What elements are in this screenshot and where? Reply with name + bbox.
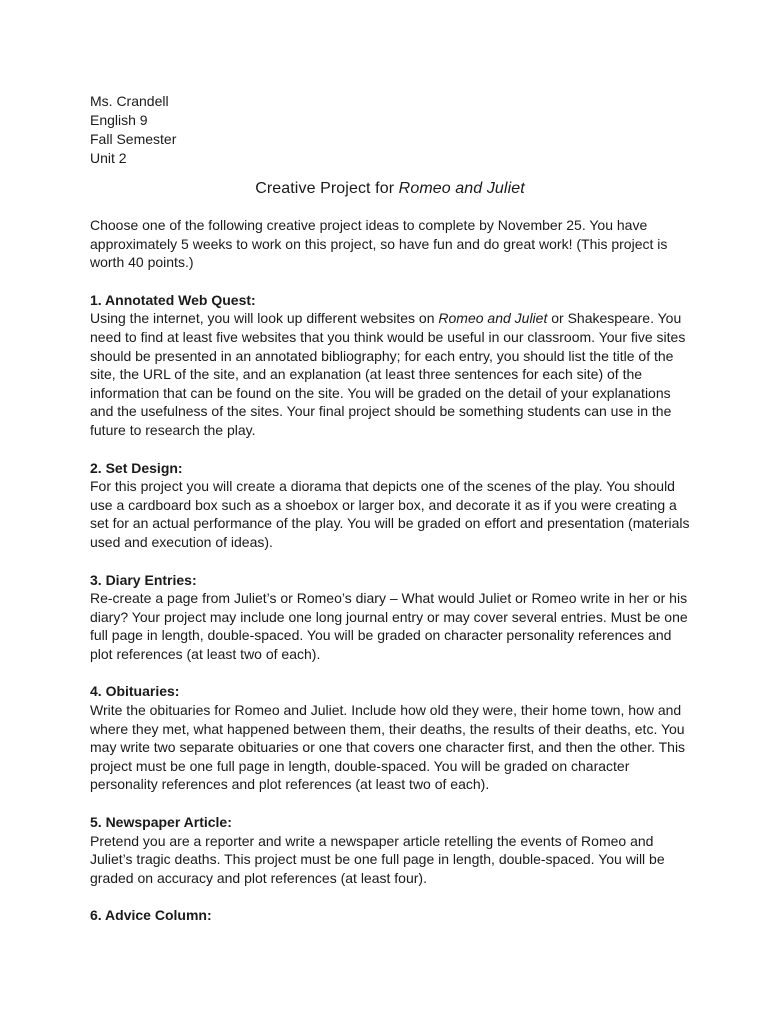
course-name: English 9 bbox=[90, 112, 148, 128]
document-title bbox=[90, 178, 690, 200]
section-heading: 6. Advice Column: bbox=[90, 907, 212, 924]
unit: Unit 2 bbox=[90, 150, 127, 166]
section-heading: 5. Newspaper Article: bbox=[90, 814, 232, 831]
section-set-design bbox=[90, 459, 690, 552]
body-text-post: or Shakespeare. You need to find at least five websites that you think would be useful in our classroom. Your five sites should be presented in an annotated bibliography; for each entry, you should list the title of the site, the URL of the site, and an explanation (at least three sentences for each site) of the information that can be found on the site. You will be graded on the detail of your explanations and the usefulness of the sites. Your final project should be something students can use in the future to research the play. bbox=[90, 310, 686, 438]
section-obituaries bbox=[90, 682, 690, 794]
semester: Fall Semester bbox=[90, 131, 177, 147]
section-body: For this project you will create a diorama that depicts one of the scenes of the play. You should use a cardboard box such as a shoebox or larger box, and decorate it as if you were creating a set for an actual performance of the play. You will be graded on effort and presentation (materials used and execution of ideas). bbox=[90, 478, 690, 550]
body-text-italic: Romeo and Juliet bbox=[438, 310, 548, 327]
document-page bbox=[90, 92, 690, 925]
intro-paragraph: Choose one of the following creative project ideas to complete by November 25. You have approximately 5 weeks to work on this project, so have fun and do great work! (This project is worth 40 points.) bbox=[90, 217, 668, 271]
document-header bbox=[90, 92, 690, 168]
section-diary-entries bbox=[90, 571, 690, 664]
title-prefix: Creative Project for bbox=[255, 180, 399, 197]
section-newspaper-article bbox=[90, 813, 690, 887]
section-annotated-web-quest bbox=[90, 291, 690, 440]
title-work: Romeo and Juliet bbox=[398, 180, 525, 197]
section-body: Pretend you are a reporter and write a newspaper article retelling the events of Romeo and Juliet’s tragic deaths. This project must be one full page in length, double-spaced. You will be graded on accuracy and plot references (at least four). bbox=[90, 832, 665, 886]
section-body: Re-create a page from Juliet’s or Romeo’s diary – What would Juliet or Romeo write in her or his diary? Your project may include one long journal entry or may cover several entries. Must be one full page in length, double-spaced. You will be graded on character personality references and plot references (at least two of each). bbox=[90, 590, 688, 662]
section-heading: 1. Annotated Web Quest: bbox=[90, 291, 256, 308]
section-heading: 2. Set Design: bbox=[90, 459, 183, 476]
section-heading: 3. Diary Entries: bbox=[90, 571, 197, 588]
section-body bbox=[90, 309, 690, 439]
body-text-pre: Using the internet, you will look up different websites on bbox=[90, 310, 439, 327]
section-body: Write the obituaries for Romeo and Juliet. Include how old they were, their home town, how and where they met, what happened between them, their deaths, the results of their deaths, etc. You may write two separate obituaries or one that covers one character first, and then the other. This project must be one full page in length, double-spaced. You will be graded on character personality references and plot references (at least two of each). bbox=[90, 702, 686, 793]
section-advice-column bbox=[90, 906, 690, 925]
section-heading: 4. Obituaries: bbox=[90, 683, 180, 700]
teacher-name: Ms. Crandell bbox=[90, 93, 169, 109]
